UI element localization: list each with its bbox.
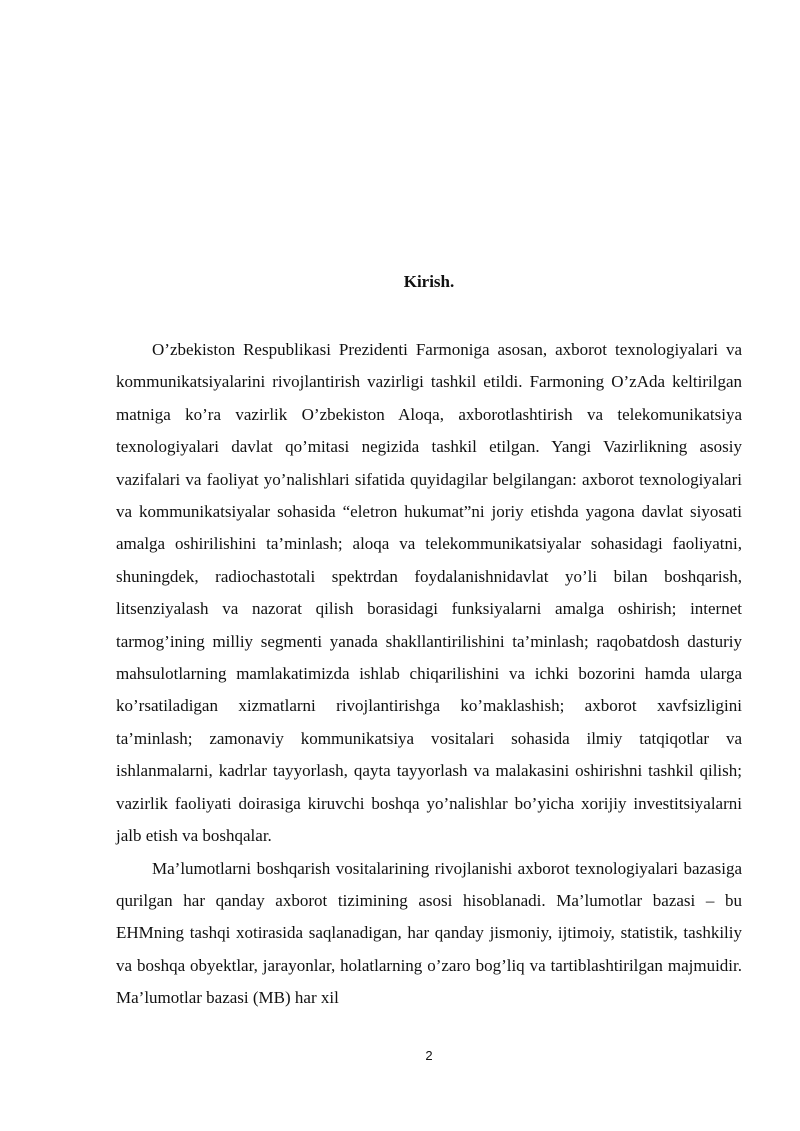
body-text xyxy=(116,334,742,1015)
paragraph-2: Ma’lumotlarni boshqarish vositalarining rivojlanishi axborot texnologiyalari bazasiga qurilgan har qanday axborot tizimining asosi hisoblanadi. Ma’lumotlar bazasi – bu EHMning tashqi xotirasida saqlanadigan, har qanday jismoniy, ijtimoiy, statistik, tashkiliy va boshqa obyektlar, jarayonlar, holatlarning o’zaro bog’liq va tartiblashtirilgan majmuidir. Ma’lumotlar bazasi (MB) har xil xyxy=(116,858,742,1008)
section-heading: Kirish. xyxy=(403,272,455,291)
page-number: 2 xyxy=(425,1048,433,1063)
paragraph-1: O’zbekiston Respublikasi Prezidenti Farmoniga asosan, axborot texnologiyalari va kommunikatsiyalarini rivojlantirish vazirligi tashkil etildi. Farmoning O’zAda keltirilgan matniga ko’ra vazirlik O’zbekiston Aloqa, axborotlashtirish va telekomunikatsiya texnologiyalari davlat qo’mitasi negizida tashkil etilgan. Yangi Vazirlikning asosiy vazifalari va faoliyat yo’nalishlari sifatida quyidagilar belgilangan: axborot texnologiyalari va kommunikatsiyalar sohasida “eletron hukumat”ni joriy etishda yagona davlat siyosati amalga oshirilishini ta’minlash; aloqa va telekommunikatsiyalar sohasidagi faoliyatni, shuningdek, radiochastotali spektrdan foydalanishnidavlat yo’li bilan boshqarish, litsenziyalash va nazorat qilish borasidagi funksiyalarni amalga oshirish; internet tarmog’ining milliy segmenti yanada shakllantirilishini ta’minlash; raqobatdosh dasturiy mahsulotlarning mamlakatimizda ishlab chiqarilishini va ichki bozorini hamda ularga ko’rsatiladigan xizmatlarni rivojlantirishga ko’maklashish; axborot xavfsizligini ta’minlash; zamonaviy kommunikatsiya vositalari sohasida ilmiy tatqiqotlar va ishlanmalarni, kadrlar tayyorlash, qayta tayyorlash va malakasini oshirishni tashkil qilish; vazirlik faoliyati doirasiga kiruvchi boshqa yo’nalishlar bo’yicha xorijiy investitsiyalarni jalb etish va boshqalar. xyxy=(116,340,742,846)
